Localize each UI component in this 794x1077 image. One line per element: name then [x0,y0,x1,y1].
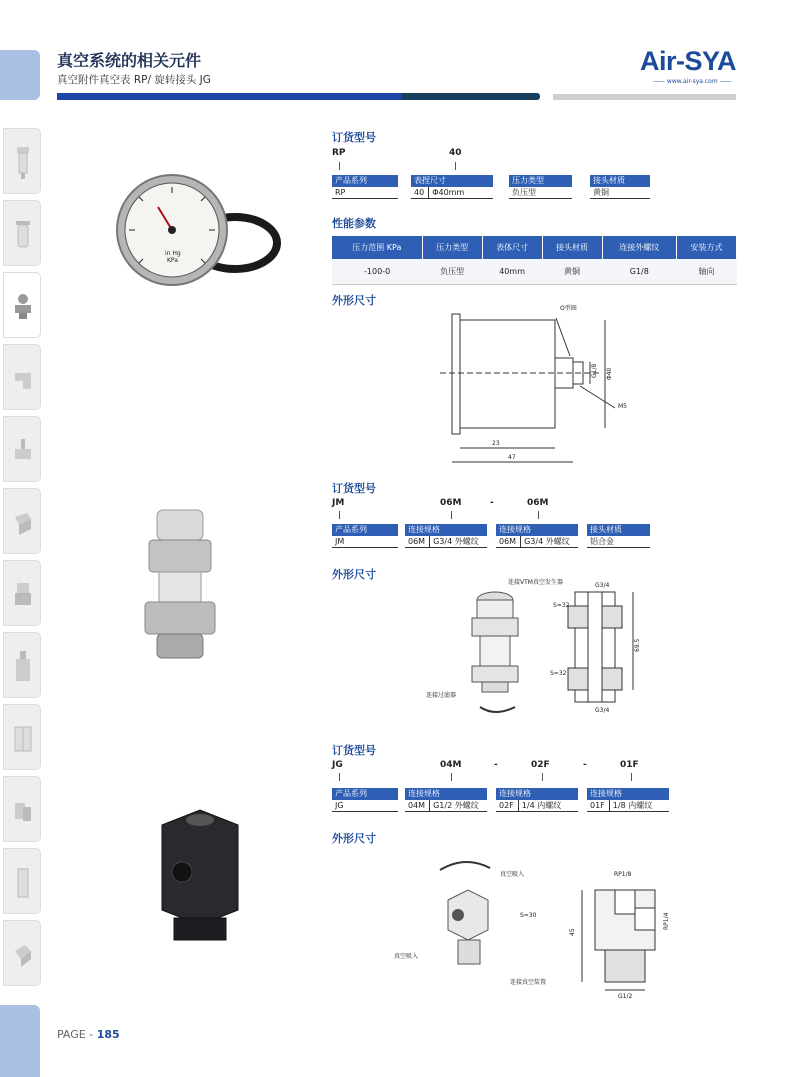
sidebar-item-switch[interactable] [3,920,41,986]
svg-text:真空吸入: 真空吸入 [394,953,419,960]
svg-text:S=30: S=30 [520,912,537,919]
svg-text:S=32: S=32 [550,670,567,677]
jm-code-dash: - [490,498,494,508]
code-tick [631,773,632,781]
svg-text:RP1/8: RP1/8 [614,871,632,878]
svg-text:连接真空装置: 连接真空装置 [510,979,547,986]
unit-icon [13,723,33,755]
switch-icon [13,939,33,971]
silencer-icon [13,867,33,899]
code-tick [451,773,452,781]
jg-box-series: 产品系列 JG [332,788,398,814]
svg-text:KPa: KPa [167,257,178,264]
elbow-icon [13,363,33,395]
jg-code-b: 02F [531,760,550,770]
table-header: 表体尺寸 [482,236,542,259]
table-header: 压力范围 KPa [332,236,422,259]
jg-code-dash1: - [494,760,498,770]
jg-dimension-drawing [390,850,680,1000]
filter-icon [13,147,33,179]
jm-code-series: JM [332,498,345,508]
jg-code-a: 04M [440,760,462,770]
rp-dimension-drawing [430,300,650,472]
jg-swivel-joint-photo [140,800,260,950]
svg-text:M5: M5 [618,403,627,410]
svg-text:Φ40: Φ40 [606,367,613,380]
table-cell: -100-0 [332,259,422,284]
table-cell: 40mm [482,259,542,284]
rp-box-pressure: 压力类型 负压型 [509,175,572,201]
vacuum-fitting-icon [13,291,33,323]
rp-box-series: 产品系列 RP [332,175,398,201]
jm-box-conn2: 连接规格 06M G3/4 外螺纹 [496,524,578,550]
table-header: 压力类型 [422,236,482,259]
generator-icon [13,579,33,611]
table-header: 接头材质 [542,236,602,259]
svg-text:23: 23 [492,440,500,447]
header-rule-blue [57,93,402,100]
sidebar-item-bowl[interactable] [3,200,41,266]
page-title: 真空系统的相关元件 [57,51,202,70]
code-tick [339,511,340,519]
code-tick [339,162,340,170]
rp-box-size: 表捏尺寸 40 Φ40mm [411,175,493,201]
svg-text:47: 47 [508,454,516,461]
code-tick [339,773,340,781]
jm-box-material: 接头材质 铝合金 [587,524,650,550]
rp-order-title: 订货型号 [332,131,376,144]
jg-box-conn3: 连接规格 01F 1/8 内螺纹 [587,788,669,814]
block-icon [13,507,33,539]
rp-perf-title: 性能参数 [332,217,376,230]
rp-performance-table [332,236,737,285]
code-tick [455,162,456,170]
vacuum-gauge-photo [110,165,290,300]
jg-box-conn2: 连接规格 02F 1/4 内螺纹 [496,788,578,814]
jm-box-series: 产品系列 JM [332,524,398,550]
jg-order-title: 订货型号 [332,744,376,757]
brand-url: —— www.air-sya.com —— [653,78,732,85]
table-header: 安装方式 [677,236,737,259]
sidebar-item-vacuum[interactable] [3,272,41,338]
page-subtitle: 真空附件真空表 RP/ 旋转接头 JG [57,74,211,86]
svg-text:O型圈: O型圈 [560,305,577,312]
jg-code-c: 01F [620,760,639,770]
jg-box-conn1: 连接规格 04M G1/2 外螺纹 [405,788,487,814]
svg-text:in Hg: in Hg [165,250,181,257]
jg-code-series: JG [332,760,343,770]
table-cell: 黄铜 [542,259,602,284]
svg-text:S=32: S=32 [553,602,570,609]
pump-icon [13,651,33,683]
sidebar-item-silencer[interactable] [3,848,41,914]
svg-text:真空吸入: 真空吸入 [500,871,525,878]
page-number: PAGE - 185 [57,1028,120,1041]
sidebar-item-valve[interactable] [3,416,41,482]
sidebar-item-elbow[interactable] [3,344,41,410]
svg-text:RP1/4: RP1/4 [663,912,670,930]
svg-text:G3/4: G3/4 [595,707,610,714]
table-cell: 轴向 [677,259,737,284]
code-tick [542,773,543,781]
rp-code-size: 40 [449,148,462,158]
svg-text:G3/4: G3/4 [595,582,610,589]
table-cell: G1/8 [602,259,676,284]
jg-dims-title: 外形尺寸 [332,832,376,845]
rp-code-series: RP [332,148,346,158]
side-tab-top [0,50,40,100]
union-icon [13,795,33,827]
header-rule-gray [553,94,736,100]
side-tab-bottom [0,1005,40,1077]
svg-text:连接过滤器: 连接过滤器 [426,692,457,699]
table-cell: 负压型 [422,259,482,284]
svg-text:G1/8: G1/8 [591,363,598,378]
header-rule-dark [402,93,540,100]
jm-swivel-joint-photo [135,505,225,670]
sidebar-item-union[interactable] [3,776,41,842]
jm-order-title: 订货型号 [332,482,376,495]
jm-box-conn1: 连接规格 06M G3/4 外螺纹 [405,524,487,550]
svg-text:连接VTM真空发生器: 连接VTM真空发生器 [508,579,563,586]
svg-text:G1/2: G1/2 [618,993,633,1000]
rp-dims-title: 外形尺寸 [332,294,376,307]
table-header: 连接外螺纹 [602,236,676,259]
brand-logo: Air-SYA [640,46,737,76]
svg-text:69.5: 69.5 [634,638,641,652]
rp-box-material: 接头材质 黄铜 [590,175,650,201]
jm-code-b: 06M [527,498,549,508]
valve-icon [13,435,33,467]
bowl-icon [13,219,33,251]
code-tick [451,511,452,519]
jm-dims-title: 外形尺寸 [332,568,376,581]
sidebar-item-generator[interactable] [3,560,41,626]
jg-code-dash2: - [583,760,587,770]
table-row [332,259,737,284]
sidebar-item-unit[interactable] [3,704,41,770]
sidebar-item-block[interactable] [3,488,41,554]
jm-code-a: 06M [440,498,462,508]
sidebar-item-pump[interactable] [3,632,41,698]
sidebar-item-filter[interactable] [3,128,41,194]
code-tick [538,511,539,519]
jm-dimension-drawing [420,572,650,722]
svg-text:45: 45 [569,928,576,936]
